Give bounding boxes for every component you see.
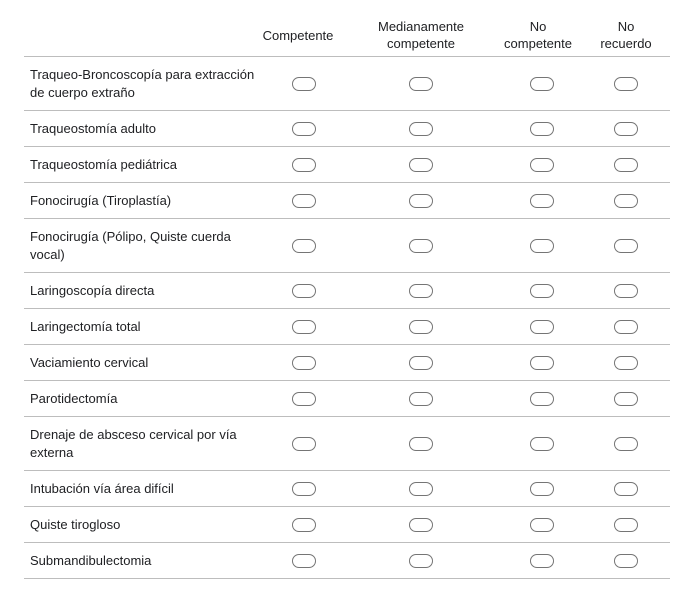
radio-option-2[interactable]: [409, 239, 433, 253]
grid-row: [24, 309, 670, 345]
radio-option-1[interactable]: [292, 437, 316, 451]
row-label: Parotidectomía: [30, 391, 118, 406]
radio-option-4[interactable]: [614, 239, 638, 253]
radio-option-1[interactable]: [292, 554, 316, 568]
column-header-no-competente: [496, 18, 580, 52]
radio-option-2[interactable]: [409, 284, 433, 298]
radio-option-1[interactable]: [292, 518, 316, 532]
radio-option-1[interactable]: [292, 356, 316, 370]
radio-option-4[interactable]: [614, 356, 638, 370]
radio-option-2[interactable]: [409, 194, 433, 208]
grid-row: [24, 381, 670, 417]
column-header-medianamente-competente: [368, 18, 474, 52]
column-header-label-line1: Medianamente: [378, 19, 464, 34]
radio-option-3[interactable]: [530, 392, 554, 406]
row-divider: [24, 578, 670, 579]
radio-option-4[interactable]: [614, 518, 638, 532]
row-label: Traqueostomía pediátrica: [30, 157, 177, 172]
grid-row: [24, 57, 670, 111]
radio-option-4[interactable]: [614, 437, 638, 451]
radio-option-3[interactable]: [530, 554, 554, 568]
grid-row: [24, 543, 670, 579]
grid-row: [24, 147, 670, 183]
radio-option-3[interactable]: [530, 356, 554, 370]
radio-option-2[interactable]: [409, 356, 433, 370]
grid-row: [24, 183, 670, 219]
grid-row: [24, 471, 670, 507]
radio-option-1[interactable]: [292, 194, 316, 208]
radio-option-1[interactable]: [292, 122, 316, 136]
column-header-competente: [258, 27, 338, 44]
radio-option-2[interactable]: [409, 77, 433, 91]
row-label: Intubación vía área difícil: [30, 481, 174, 496]
radio-option-2[interactable]: [409, 158, 433, 172]
column-header-label: Competente: [262, 28, 334, 43]
column-header-label-line2: competente: [504, 36, 572, 51]
grid-row: [24, 273, 670, 309]
radio-option-1[interactable]: [292, 158, 316, 172]
row-label: Submandibulectomia: [30, 553, 152, 568]
row-label: Drenaje de absceso cervical por vía externa: [30, 427, 237, 460]
grid-row: [24, 111, 670, 147]
radio-option-3[interactable]: [530, 77, 554, 91]
column-header-label-line2: recuerdo: [600, 36, 652, 51]
radio-option-2[interactable]: [409, 518, 433, 532]
radio-option-2[interactable]: [409, 482, 433, 496]
radio-option-1[interactable]: [292, 284, 316, 298]
radio-option-3[interactable]: [530, 239, 554, 253]
row-label: Fonocirugía (Pólipo, Quiste cuerda vocal): [30, 229, 231, 262]
radio-option-2[interactable]: [409, 392, 433, 406]
radio-option-4[interactable]: [614, 77, 638, 91]
radio-option-1[interactable]: [292, 320, 316, 334]
radio-option-2[interactable]: [409, 554, 433, 568]
row-label: Vaciamiento cervical: [30, 355, 149, 370]
radio-option-2[interactable]: [409, 122, 433, 136]
column-header-label-line1: No: [529, 19, 547, 34]
radio-option-3[interactable]: [530, 320, 554, 334]
column-header-no-recuerdo: [590, 18, 662, 52]
radio-option-1[interactable]: [292, 392, 316, 406]
grid-row: [24, 219, 670, 273]
row-label: Laringoscopía directa: [30, 283, 155, 298]
radio-option-2[interactable]: [409, 320, 433, 334]
radio-option-4[interactable]: [614, 284, 638, 298]
radio-option-4[interactable]: [614, 554, 638, 568]
radio-option-4[interactable]: [614, 122, 638, 136]
radio-option-4[interactable]: [614, 158, 638, 172]
radio-option-1[interactable]: [292, 482, 316, 496]
column-header-label-line2: competente: [387, 36, 455, 51]
grid-row: [24, 507, 670, 543]
radio-option-4[interactable]: [614, 194, 638, 208]
radio-option-3[interactable]: [530, 194, 554, 208]
radio-option-2[interactable]: [409, 437, 433, 451]
column-header-label-line1: No: [617, 19, 635, 34]
row-label: Traqueostomía adulto: [30, 121, 156, 136]
radio-option-3[interactable]: [530, 122, 554, 136]
grid-row: [24, 417, 670, 471]
radio-option-1[interactable]: [292, 77, 316, 91]
radio-option-3[interactable]: [530, 158, 554, 172]
row-label: Laringectomía total: [30, 319, 141, 334]
row-label: Quiste tirogloso: [30, 517, 121, 532]
radio-option-3[interactable]: [530, 437, 554, 451]
radio-option-3[interactable]: [530, 284, 554, 298]
grid-row: [24, 345, 670, 381]
row-label: Fonocirugía (Tiroplastía): [30, 193, 172, 208]
radio-option-1[interactable]: [292, 239, 316, 253]
row-label: Traqueo-Broncoscopía para extracción de cuerpo extraño: [30, 67, 255, 100]
radio-option-4[interactable]: [614, 392, 638, 406]
radio-option-3[interactable]: [530, 518, 554, 532]
radio-option-4[interactable]: [614, 320, 638, 334]
radio-option-4[interactable]: [614, 482, 638, 496]
radio-option-3[interactable]: [530, 482, 554, 496]
